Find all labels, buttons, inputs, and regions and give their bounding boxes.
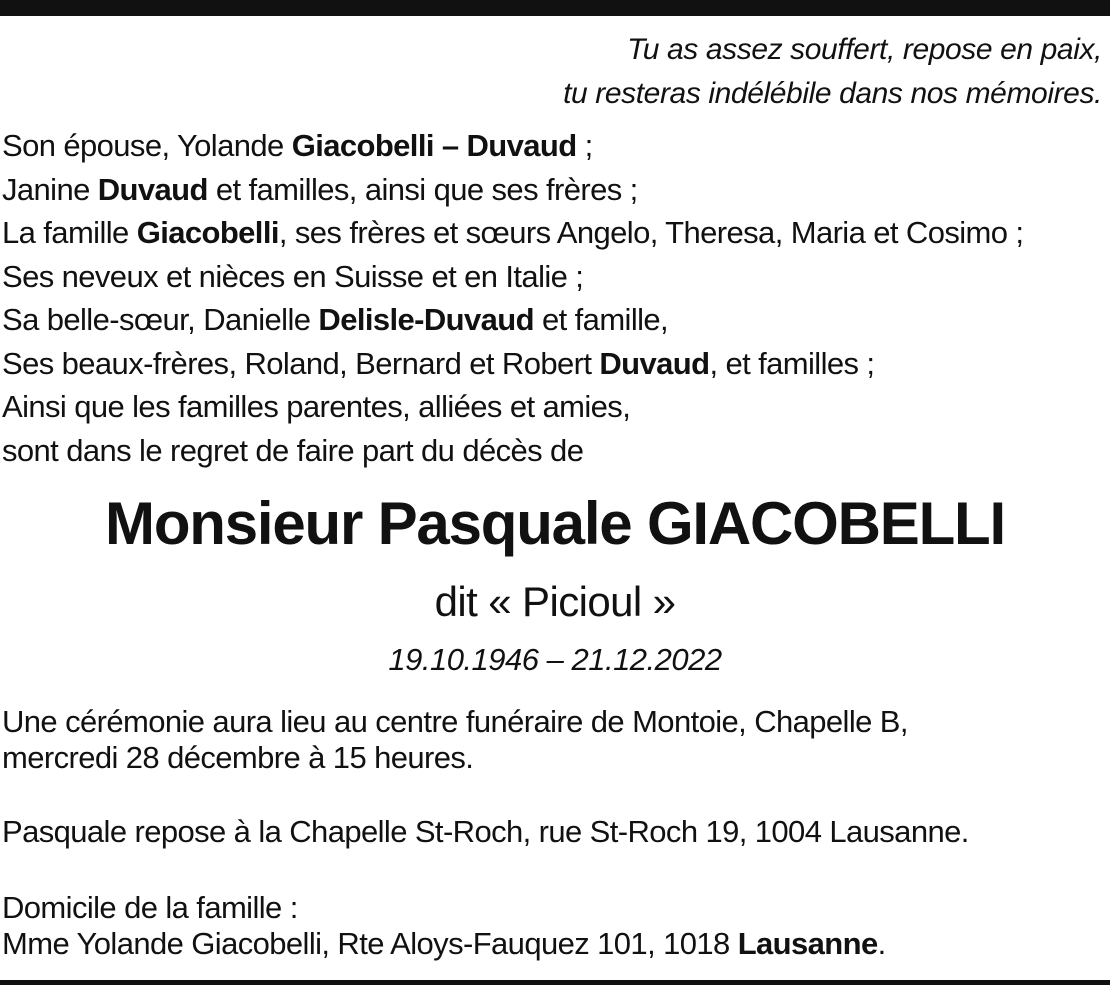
family-line-announcement: sont dans le regret de faire part du décès de xyxy=(2,432,584,468)
address-text: Mme Yolande Giacobelli, Rte Aloys-Fauquez 101, 1018 xyxy=(2,926,738,961)
family-list xyxy=(2,124,1023,472)
domicile-label: Domicile de la famille : xyxy=(2,890,298,925)
address-text: . xyxy=(877,926,886,961)
family-text: La famille xyxy=(2,215,137,250)
epigraph-line-1: Tu as assez souffert, repose en paix, xyxy=(627,33,1102,66)
family-line-sister-in-law xyxy=(2,298,1023,342)
family-surname: Duvaud xyxy=(97,171,208,207)
family-text: , ses frères et sœurs Angelo, Theresa, Maria et Cosimo ; xyxy=(278,215,1024,250)
epigraph xyxy=(563,28,1102,116)
deceased-name: Monsieur Pasquale GIACOBELLI xyxy=(105,490,1005,557)
family-line-spouse xyxy=(2,124,1023,168)
ceremony-line-2: mercredi 28 décembre à 15 heures. xyxy=(2,740,474,775)
family-text: et famille, xyxy=(533,302,669,337)
family-surname: Duvaud xyxy=(599,345,710,381)
domicile-paragraph xyxy=(2,890,886,962)
family-text: , et familles ; xyxy=(709,345,875,381)
top-rule xyxy=(0,0,1110,16)
deceased-nickname: dit « Picioul » xyxy=(434,578,676,625)
ceremony-paragraph xyxy=(2,704,908,776)
family-line-giacobelli xyxy=(2,211,1023,255)
family-surname: Giacobelli xyxy=(136,215,279,250)
ceremony-line-1: Une cérémonie aura lieu au centre funéraire de Montoie, Chapelle B, xyxy=(2,704,908,739)
bottom-rule xyxy=(0,980,1110,985)
epigraph-line-2: tu resteras indélébile dans nos mémoires. xyxy=(563,77,1102,110)
repose-line: Pasquale repose à la Chapelle St-Roch, rue St-Roch 19, 1004 Lausanne. xyxy=(2,814,969,849)
family-surname: Giacobelli – Duvaud xyxy=(291,128,577,163)
family-line-relatives: Ainsi que les familles parentes, alliées et amies, xyxy=(2,389,631,424)
family-text: ; xyxy=(576,128,593,163)
domicile-address xyxy=(2,926,886,962)
family-line-nephews: Ses neveux et nièces en Suisse et en Italie ; xyxy=(2,258,584,294)
family-text: et familles, ainsi que ses frères ; xyxy=(207,171,638,207)
family-text: Janine xyxy=(2,171,98,207)
deceased-dates: 19.10.1946 – 21.12.2022 xyxy=(388,642,722,677)
family-text: Ses beaux-frères, Roland, Bernard et Robert xyxy=(2,345,600,381)
family-text: Son épouse, Yolande xyxy=(2,128,292,163)
family-text: Sa belle-sœur, Danielle xyxy=(2,302,319,337)
family-surname: Delisle-Duvaud xyxy=(318,302,534,337)
family-line-brothers-in-law xyxy=(2,342,1023,386)
repose-paragraph xyxy=(2,814,969,850)
family-line-janine xyxy=(2,168,1023,212)
address-city: Lausanne xyxy=(737,926,878,961)
